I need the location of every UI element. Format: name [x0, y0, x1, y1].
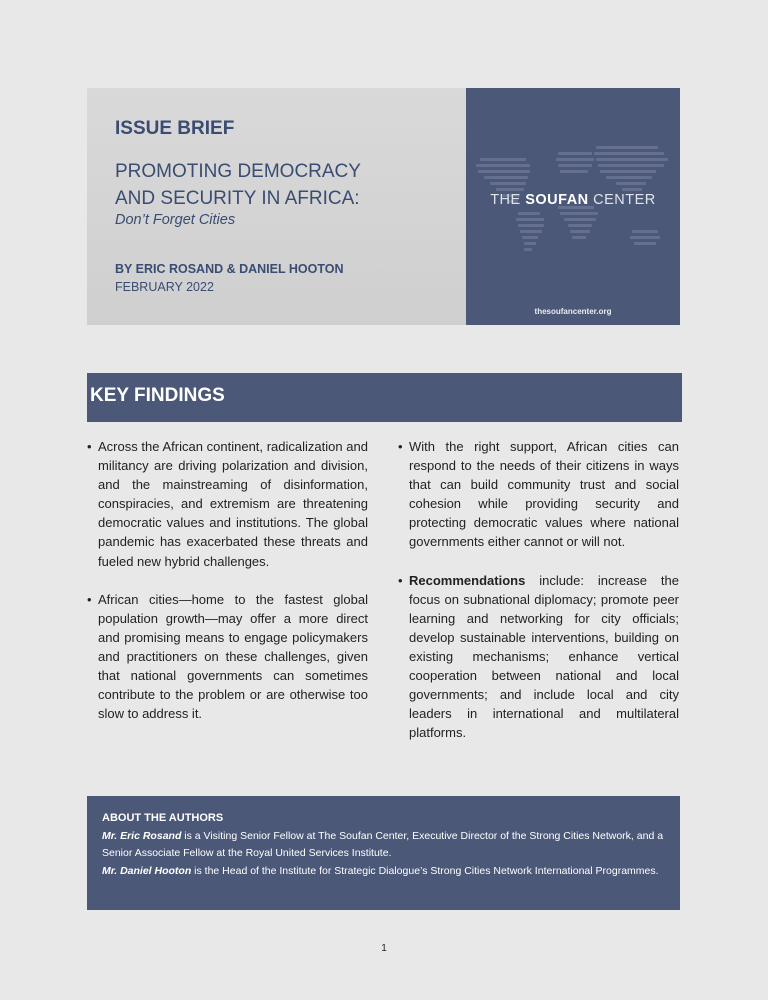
finding-spacer: [87, 571, 368, 590]
page-number: 1: [381, 943, 387, 954]
map-region-south-america: [516, 212, 544, 251]
author-name: Mr. Eric Rosand: [102, 829, 182, 842]
bullet-icon: •: [87, 591, 92, 607]
title-line-2: AND SECURITY IN AFRICA:: [115, 188, 360, 209]
bullet-icon: •: [87, 439, 92, 454]
logo-prefix: THE: [490, 192, 526, 208]
map-region-europe: [556, 152, 594, 173]
publication-date: FEBRUARY 2022: [115, 280, 214, 294]
website-url: thesoufancenter.org: [534, 307, 612, 316]
author-name: Mr. Daniel Hooton: [102, 864, 192, 877]
about-authors-heading: ABOUT THE AUTHORS: [102, 812, 224, 824]
document-subtitle: Don’t Forget Cities: [115, 212, 236, 228]
key-findings-banner: [87, 373, 682, 422]
author-description: is the Head of the Institute for Strategic Dialogue’s Strong Cities Network International Programmes.: [191, 864, 659, 877]
brand-panel: [466, 88, 680, 325]
bullet-icon: •: [398, 439, 403, 454]
finding-lead: Recommendations: [409, 572, 526, 588]
finding-text: Across the African continent, radicalization and militancy are driving polarization and division, and the mainstreaming of disinformation, conspiracies, and extremism are threatening democratic values and institutions. The global pandemic has exacerbated these threats and fueled new hybrid challenges.: [98, 439, 368, 569]
key-findings-heading: KEY FINDINGS: [90, 385, 225, 406]
map-region-africa: [558, 206, 598, 239]
issue-brief-header: [87, 88, 680, 325]
map-region-oceania: [630, 230, 660, 245]
finding-item: [87, 437, 368, 571]
finding-spacer: [398, 552, 679, 571]
finding-item: [398, 571, 679, 743]
map-region-asia: [594, 146, 668, 191]
findings-column-left: [87, 437, 368, 723]
about-authors-content: [102, 810, 667, 880]
author-bio: [102, 863, 667, 881]
author-description: is a Visiting Senior Fellow at The Soufan Center, Executive Director of the Strong Cities Network, and a Senior Associate Fellow at the Royal United Services Institute.: [102, 829, 664, 859]
document-type-label: ISSUE BRIEF: [115, 118, 235, 139]
finding-text: include: increase the focus on subnational diplomacy; promote peer learning and networking for city officials; develop sustainable interventions, building on existing mechanisms; enhance vertical cooperation between national and local governments; and include local and city leaders in international and multilateral platforms.: [409, 572, 679, 741]
author-byline: BY ERIC ROSAND & DANIEL HOOTON: [115, 262, 344, 276]
bullet-icon: •: [398, 572, 403, 588]
logo-suffix: CENTER: [588, 192, 656, 208]
header-title-panel: [87, 88, 466, 325]
logo-bold: SOUFAN: [525, 192, 589, 208]
soufan-center-logo: [466, 192, 680, 208]
author-bio: [102, 828, 667, 863]
title-line-1: PROMOTING DEMOCRACY: [115, 161, 361, 182]
finding-text: African cities—home to the fastest global population growth—may offer a more direct and promising means to engage policymakers and practitioners on these challenges, given that national governments can sometimes contribute to the problem or are otherwise too slow to address it.: [98, 591, 368, 722]
finding-text: With the right support, African cities can respond to the needs of their citizens in ways that can build community trust and social cohesion while providing security and protecting democratic values where national governments either cannot or will not.: [409, 439, 679, 550]
findings-column-right: [398, 437, 679, 742]
finding-item: [87, 590, 368, 724]
document-title: [115, 158, 361, 212]
about-authors-box: [87, 796, 680, 910]
finding-item: [398, 437, 679, 552]
